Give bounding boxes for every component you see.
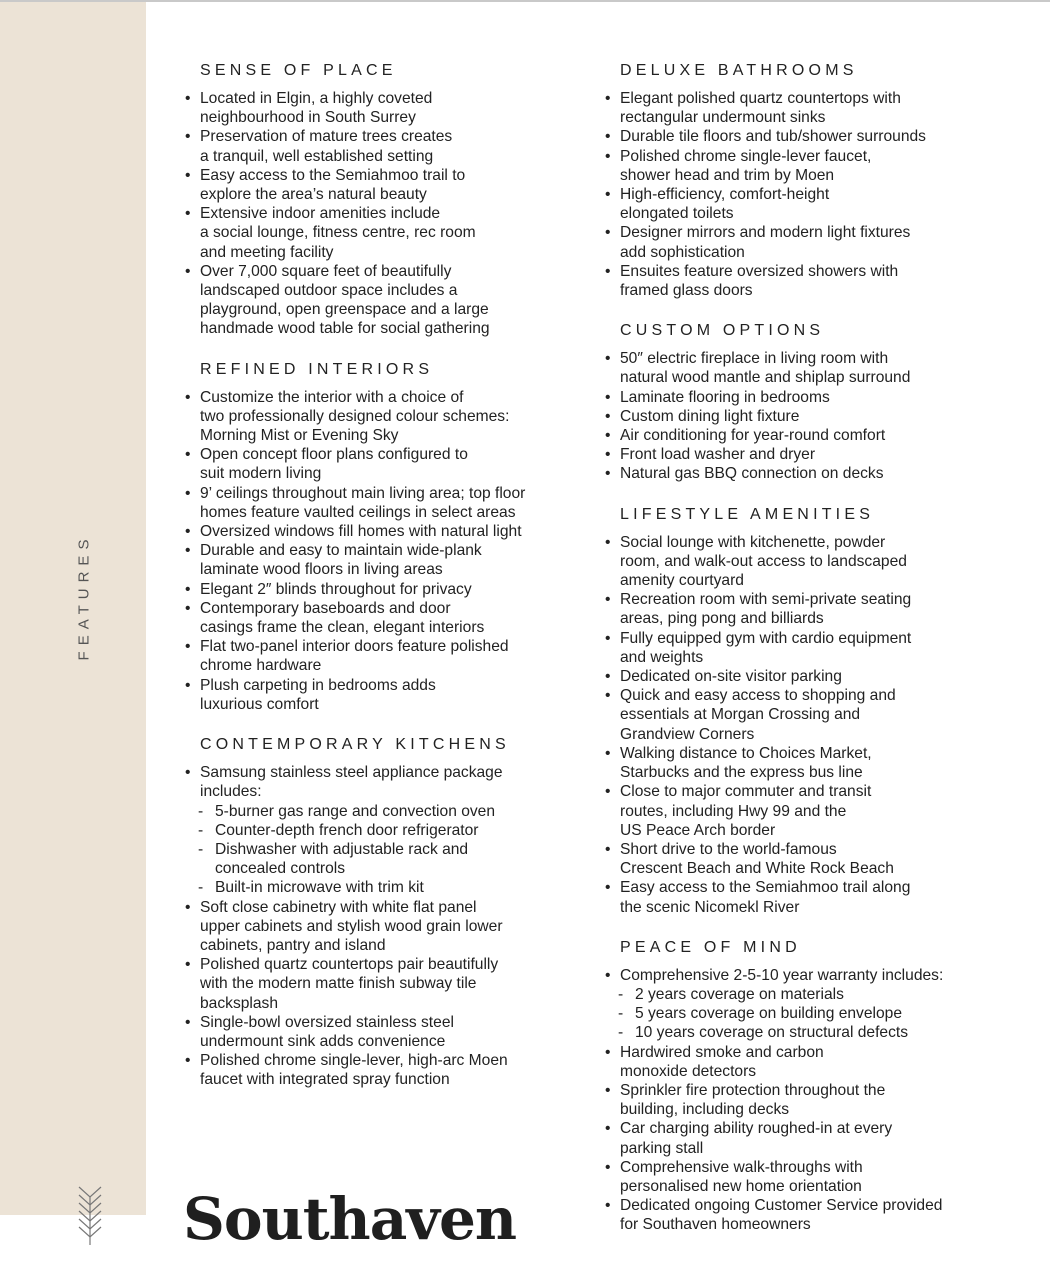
list-item [604, 1196, 1014, 1234]
list-item-line: • High-efficiency, comfort-height [620, 186, 830, 204]
list-item-line: • Durable and easy to maintain wide-plank [200, 542, 482, 560]
list-item [604, 407, 1014, 426]
list-item-line: • Extensive indoor amenities include [200, 205, 441, 223]
list-item [604, 590, 1014, 628]
list-item-line: US Peace Arch border [620, 821, 776, 839]
list-item [604, 1158, 1014, 1196]
list-item-line: shower head and trim by Moen [620, 166, 835, 184]
feature-list [184, 763, 594, 1089]
list-item [184, 955, 594, 1013]
list-item [604, 1119, 1014, 1157]
list-item-line: • Close to major commuter and transit [620, 783, 872, 801]
list-item-line: • 50″ electric fireplace in living room with [620, 350, 889, 368]
list-item-line: • Single-bowl oversized stainless steel [200, 1013, 454, 1031]
list-item-line: natural wood mantle and shiplap surround [620, 369, 911, 387]
sub-list-item-line: - Built-in microwave with trim kit [215, 879, 424, 897]
list-item [604, 262, 1014, 300]
list-item-line: suit modern living [200, 465, 322, 483]
brand-logo: Southaven [183, 1185, 517, 1253]
list-item [604, 445, 1014, 464]
sub-list-item [184, 802, 594, 821]
list-item [184, 1013, 594, 1051]
list-item [184, 445, 594, 483]
list-item-line: • Car charging ability roughed-in at every [620, 1120, 893, 1138]
list-item-line: • Natural gas BBQ connection on decks [620, 465, 884, 483]
list-item-line: • Walking distance to Choices Market, [620, 744, 872, 762]
list-item [604, 185, 1014, 223]
list-item [604, 464, 1014, 483]
right-column [604, 62, 1014, 1257]
list-item-line: neighbourhood in South Surrey [200, 109, 416, 127]
list-item [604, 878, 1014, 916]
list-item-line: • Dedicated on-site visitor parking [620, 668, 842, 686]
list-item [604, 966, 1014, 985]
left-column [184, 62, 594, 1112]
list-item-line: backsplash [200, 994, 279, 1012]
sub-list-item [604, 1023, 1014, 1042]
list-item-line: handmade wood table for social gathering [200, 320, 490, 338]
section-heading: DELUXE BATHROOMS [620, 62, 858, 79]
list-item-line: a social lounge, fitness centre, rec room [200, 224, 476, 242]
list-item [184, 388, 594, 446]
list-item [604, 782, 1014, 840]
list-item-line: and meeting facility [200, 243, 334, 261]
sidebar [0, 2, 146, 1215]
top-border [0, 0, 1050, 2]
list-item [184, 522, 594, 541]
list-item-line: add sophistication [620, 243, 745, 261]
list-item-line: the scenic Nicomekl River [620, 898, 800, 916]
feature-list [604, 89, 1014, 300]
list-item-line: • Laminate flooring in bedrooms [620, 388, 830, 406]
sub-list-item-line: concealed controls [215, 860, 346, 878]
section-heading: SENSE OF PLACE [200, 62, 397, 79]
list-item-line: • Fully equipped gym with cardio equipment [620, 629, 912, 647]
list-item-line: • Contemporary baseboards and door [200, 599, 451, 617]
list-item-line: cabinets, pantry and island [200, 936, 386, 954]
feature-list [604, 533, 1014, 917]
list-item-line: • Durable tile floors and tub/shower surrounds [620, 128, 926, 146]
list-item-line: • Comprehensive walk-throughs with [620, 1158, 863, 1176]
list-item-line: • Samsung stainless steel appliance package [200, 764, 503, 782]
list-item-line: • Flat two-panel interior doors feature polished [200, 638, 509, 656]
list-item-line: Grandview Corners [620, 725, 755, 743]
list-item-line: chrome hardware [200, 657, 322, 675]
list-item [604, 223, 1014, 261]
list-item-line: casings frame the clean, elegant interiors [200, 619, 485, 637]
sub-list-item-line: - 5 years coverage on building envelope [635, 1005, 903, 1023]
list-item-line: • Sprinkler fire protection throughout the [620, 1081, 886, 1099]
section-custom-options [604, 322, 1014, 483]
list-item-line: • Social lounge with kitchenette, powder [620, 533, 886, 551]
list-item [184, 599, 594, 637]
list-item-line: areas, ping pong and billiards [620, 610, 824, 628]
list-item-line: • Polished chrome single-lever faucet, [620, 147, 872, 165]
list-item-line: • Open concept floor plans configured to [200, 446, 468, 464]
list-item-line: two professionally designed colour schemes: [200, 407, 510, 425]
list-item-line: • Ensuites feature oversized showers with [620, 262, 899, 280]
list-item-line: • Plush carpeting in bedrooms adds [200, 676, 436, 694]
list-item-line: • Soft close cabinetry with white flat panel [200, 898, 477, 916]
list-item-line: • Designer mirrors and modern light fixtures [620, 224, 911, 242]
list-item-line: • Preservation of mature trees creates [200, 128, 453, 146]
list-item-line: • Elegant 2″ blinds throughout for privacy [200, 580, 472, 598]
section-heading: CONTEMPORARY KITCHENS [200, 736, 510, 754]
list-item-line: • Comprehensive 2-5-10 year warranty includes: [620, 966, 944, 984]
list-item-line: framed glass doors [620, 282, 753, 300]
list-item [604, 1043, 1014, 1081]
sub-list-item-line: - 10 years coverage on structural defects [635, 1024, 909, 1042]
list-item-line: includes: [200, 783, 262, 801]
list-item-line: essentials at Morgan Crossing and [620, 706, 861, 724]
list-item-line: • Easy access to the Semiahmoo trail along [620, 879, 911, 897]
list-item-line: and weights [620, 648, 704, 666]
list-item-line: explore the area’s natural beauty [200, 186, 427, 204]
list-item-line: a tranquil, well established setting [200, 147, 434, 165]
list-item-line: Crescent Beach and White Rock Beach [620, 860, 894, 878]
list-item-line: • 9’ ceilings throughout main living area; top floor [200, 484, 526, 502]
list-item-line: • Customize the interior with a choice of [200, 388, 464, 406]
sub-list-item-line: - 2 years coverage on materials [635, 985, 844, 1003]
list-item [604, 840, 1014, 878]
section-sense-of-place [184, 62, 594, 339]
list-item-line: rectangular undermount sinks [620, 109, 826, 127]
list-item-line: personalised new home orientation [620, 1177, 862, 1195]
list-item [604, 349, 1014, 387]
sub-list-item-line: - Counter-depth french door refrigerator [215, 821, 479, 839]
list-item-line: • Over 7,000 square feet of beautifully [200, 262, 452, 280]
feature-list [184, 388, 594, 714]
list-item [184, 204, 594, 262]
list-item-line: • Quick and easy access to shopping and [620, 687, 896, 705]
list-item-line: routes, including Hwy 99 and the [620, 802, 847, 820]
list-item [184, 262, 594, 339]
feature-list [604, 349, 1014, 483]
list-item-line: elongated toilets [620, 205, 734, 223]
sub-list-item [604, 985, 1014, 1004]
list-item [604, 89, 1014, 127]
sub-list-item [184, 878, 594, 897]
section-lifestyle-amenities [604, 506, 1014, 917]
list-item-line: • Oversized windows fill homes with natural light [200, 523, 522, 541]
list-item-line: undermount sink adds convenience [200, 1032, 446, 1050]
list-item [604, 744, 1014, 782]
list-item [184, 1051, 594, 1089]
list-item [184, 89, 594, 127]
list-item-line: • Short drive to the world-famous [620, 840, 837, 858]
list-item [604, 629, 1014, 667]
section-contemporary-kitchens [184, 736, 594, 1089]
list-item [184, 484, 594, 522]
list-item-line: • Located in Elgin, a highly coveted [200, 90, 433, 107]
list-item-line: • Polished quartz countertops pair beautifully [200, 956, 499, 974]
section-heading: CUSTOM OPTIONS [620, 322, 825, 340]
sub-list-item-line: - Dishwasher with adjustable rack and [215, 840, 469, 858]
list-item-line: • Polished chrome single-lever, high-arc Moen [200, 1052, 508, 1070]
list-item-line: • Front load washer and dryer [620, 446, 816, 464]
list-item [604, 388, 1014, 407]
list-item-line: parking stall [620, 1139, 704, 1157]
list-item-line: • Recreation room with semi-private seating [620, 591, 912, 609]
list-item [604, 127, 1014, 146]
list-item-line: homes feature vaulted ceilings in select areas [200, 503, 516, 521]
section-heading: PEACE OF MIND [620, 938, 801, 956]
list-item [184, 637, 594, 675]
list-item-line: monoxide detectors [620, 1062, 757, 1080]
list-item [604, 1081, 1014, 1119]
list-item-line: landscaped outdoor space includes a [200, 282, 458, 300]
section-peace-of-mind [604, 939, 1014, 1235]
list-item-line: luxurious comfort [200, 695, 319, 713]
list-item-line: • Elegant polished quartz countertops with [620, 90, 901, 107]
list-item [184, 166, 594, 204]
list-item [184, 541, 594, 579]
list-item [184, 127, 594, 165]
list-item-line: amenity courtyard [620, 572, 744, 590]
section-refined-interiors [184, 361, 594, 714]
list-item-line: with the modern matte finish subway tile [200, 975, 477, 993]
list-item-line: • Hardwired smoke and carbon [620, 1043, 824, 1061]
list-item-line: upper cabinets and stylish wood grain lower [200, 917, 503, 935]
list-item-line: laminate wood floors in living areas [200, 561, 443, 579]
sub-list-item [184, 821, 594, 840]
section-deluxe-bathrooms [604, 62, 1014, 300]
list-item [604, 426, 1014, 445]
list-item-line: • Air conditioning for year-round comfort [620, 427, 886, 445]
section-heading: REFINED INTERIORS [200, 360, 434, 378]
list-item [184, 763, 594, 801]
list-item [604, 147, 1014, 185]
list-item-line: Starbucks and the express bus line [620, 764, 863, 782]
list-item-line: for Southaven homeowners [620, 1216, 811, 1234]
list-item [184, 580, 594, 599]
list-item-line: • Dedicated ongoing Customer Service provided [620, 1197, 943, 1215]
list-item-line: playground, open greenspace and a large [200, 301, 489, 319]
list-item-line: building, including decks [620, 1101, 790, 1119]
list-item-line: • Custom dining light fixture [620, 407, 800, 425]
list-item-line: Morning Mist or Evening Sky [200, 427, 399, 445]
list-item-line: • Easy access to the Semiahmoo trail to [200, 166, 466, 184]
section-heading: LIFESTYLE AMENITIES [620, 505, 875, 523]
sidebar-label: FEATURES [75, 533, 93, 661]
sub-list-item [604, 1004, 1014, 1023]
feature-list [184, 89, 594, 339]
list-item [604, 686, 1014, 744]
list-item [604, 667, 1014, 686]
sub-list-item-line: - 5-burner gas range and convection oven [215, 802, 496, 820]
list-item [184, 676, 594, 714]
feature-list [604, 966, 1014, 1235]
sub-list-item [184, 840, 594, 878]
list-item [604, 533, 1014, 591]
chevron-feather-icon [75, 1185, 105, 1247]
list-item-line: faucet with integrated spray function [200, 1071, 450, 1089]
list-item-line: room, and walk-out access to landscaped [620, 552, 907, 570]
list-item [184, 898, 594, 956]
